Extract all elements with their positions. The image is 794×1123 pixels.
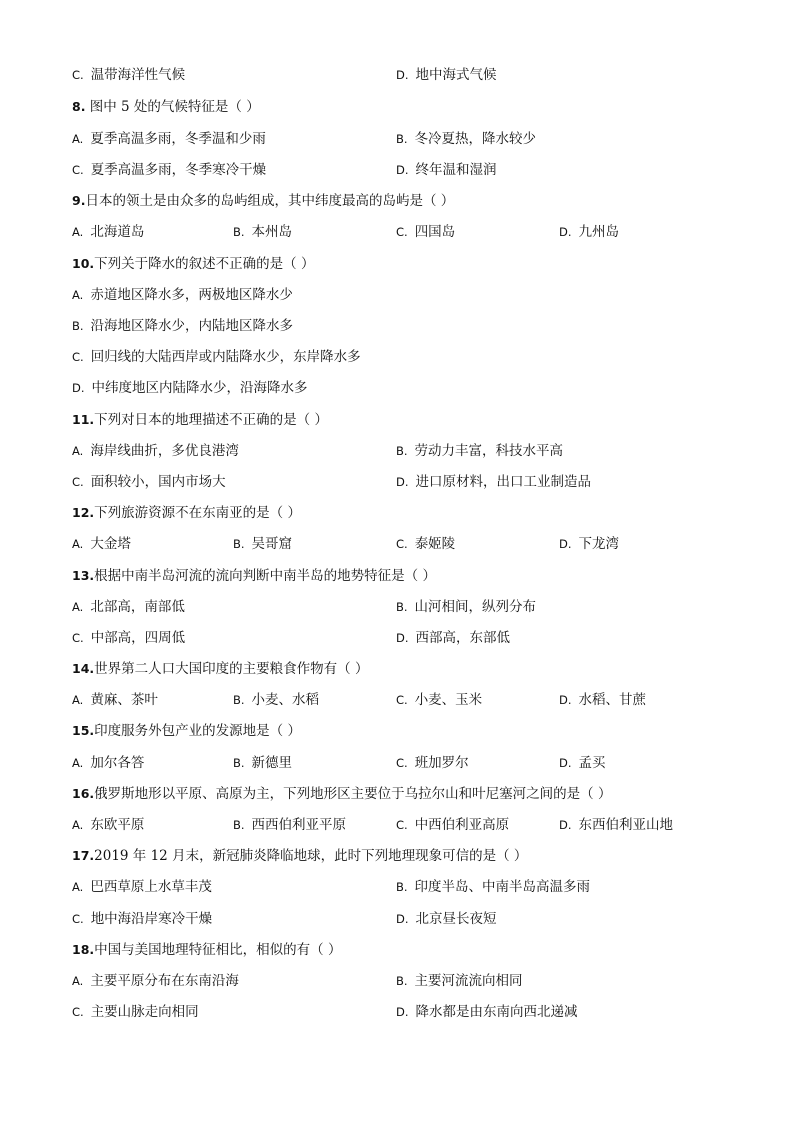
- option-c: C. 四国岛: [396, 224, 456, 240]
- option-row: [72, 221, 732, 243]
- option-row: [72, 346, 732, 368]
- option-d: D. 孟买: [559, 755, 606, 771]
- option-row: [72, 315, 732, 337]
- option-b: B. 劳动力丰富，科技水平高: [396, 443, 564, 459]
- option-row: [72, 689, 732, 711]
- option-d: D. 降水都是由东南向西北递减: [396, 1004, 578, 1020]
- option-a: A. 主要平原分布在东南沿海: [72, 973, 239, 989]
- option-a: A. 东欧平原: [72, 817, 145, 833]
- option-d: D. 下龙湾: [559, 536, 620, 552]
- question-stem: 17.2019 年 12 月末，新冠肺炎降临地球，此时下列地理现象可信的是（ ）: [72, 848, 528, 864]
- option-a: A. 北海道岛: [72, 224, 145, 240]
- option-row: [72, 377, 732, 399]
- option-d: D. 东西伯利亚山地: [559, 817, 674, 833]
- option-row: [72, 1001, 732, 1023]
- option-a: A. 巴西草原上水草丰茂: [72, 879, 212, 895]
- option-d: D. 地中海式气候: [396, 67, 497, 83]
- option-b: B. 小麦、水稻: [233, 692, 320, 708]
- question-stem: 9.日本的领土是由众多的岛屿组成，其中纬度最高的岛屿是（ ）: [72, 193, 455, 209]
- option-row: [72, 471, 732, 493]
- option-c: C. 主要山脉走向相同: [72, 1004, 199, 1020]
- option-row: [72, 440, 732, 462]
- option-c: C. 回归线的大陆西岸或内陆降水少，东岸降水多: [72, 349, 361, 365]
- option-d: D. 终年温和湿润: [396, 162, 497, 178]
- option-a: A. 赤道地区降水多，两极地区降水少: [72, 287, 293, 303]
- option-b: B. 吴哥窟: [233, 536, 293, 552]
- option-d: D. 水稻、甘蔗: [559, 692, 647, 708]
- question-stem: 14.世界第二人口大国印度的主要粮食作物有（ ）: [72, 661, 369, 677]
- option-row: [72, 596, 732, 618]
- option-a: A. 北部高，南部低: [72, 599, 185, 615]
- option-b: B. 冬冷夏热，降水较少: [396, 131, 537, 147]
- option-row: [72, 64, 732, 86]
- option-b: B. 西西伯利亚平原: [233, 817, 347, 833]
- option-c: C. 中部高，四周低: [72, 630, 186, 646]
- option-d: D. 中纬度地区内陆降水少，沿海降水多: [72, 380, 308, 396]
- option-c: C. 面积较小，国内市场大: [72, 474, 226, 490]
- option-c: C. 温带海洋性气候: [72, 67, 186, 83]
- option-row: [72, 970, 732, 992]
- option-row: [72, 814, 732, 836]
- option-a: A. 黄麻、茶叶: [72, 692, 158, 708]
- option-row: [72, 908, 732, 930]
- option-b: B. 印度半岛、中南半岛高温多雨: [396, 879, 591, 895]
- option-row: [72, 128, 732, 150]
- question-stem: 10.下列关于降水的叙述不正确的是（ ）: [72, 256, 315, 272]
- question-stem: 8. 图中 5 处的气候特征是（ ）: [72, 99, 260, 115]
- option-row: [72, 752, 732, 774]
- question-stem: 18.中国与美国地理特征相比，相似的有（ ）: [72, 942, 342, 958]
- option-b: B. 沿海地区降水少，内陆地区降水多: [72, 318, 294, 334]
- option-d: D. 西部高，东部低: [396, 630, 511, 646]
- option-c: C. 地中海沿岸寒冷干燥: [72, 911, 213, 927]
- option-row: [72, 627, 732, 649]
- option-d: D. 进口原材料，出口工业制造品: [396, 474, 592, 490]
- option-c: C. 泰姬陵: [396, 536, 456, 552]
- question-stem: 11.下列对日本的地理描述不正确的是（ ）: [72, 412, 328, 428]
- option-c: C. 班加罗尔: [396, 755, 469, 771]
- option-b: B. 本州岛: [233, 224, 293, 240]
- question-stem: 13.根据中南半岛河流的流向判断中南半岛的地势特征是（ ）: [72, 568, 436, 584]
- option-c: C. 中西伯利亚高原: [396, 817, 510, 833]
- option-row: [72, 876, 732, 898]
- option-a: A. 夏季高温多雨，冬季温和少雨: [72, 131, 266, 147]
- option-b: B. 新德里: [233, 755, 293, 771]
- option-a: A. 加尔各答: [72, 755, 145, 771]
- question-stem: 16.俄罗斯地形以平原、高原为主，下列地形区主要位于乌拉尔山和叶尼塞河之间的是（ ）: [72, 786, 612, 802]
- option-c: C. 夏季高温多雨，冬季寒冷干燥: [72, 162, 267, 178]
- option-row: [72, 533, 732, 555]
- option-row: [72, 159, 732, 181]
- question-stem: 12.下列旅游资源不在东南亚的是（ ）: [72, 505, 301, 521]
- option-b: B. 主要河流流向相同: [396, 973, 523, 989]
- option-a: A. 大金塔: [72, 536, 131, 552]
- option-c: C. 小麦、玉米: [396, 692, 483, 708]
- question-stem: 15.印度服务外包产业的发源地是（ ）: [72, 723, 301, 739]
- option-row: [72, 284, 732, 306]
- option-b: B. 山河相间，纵列分布: [396, 599, 537, 615]
- option-d: D. 北京昼长夜短: [396, 911, 497, 927]
- option-d: D. 九州岛: [559, 224, 620, 240]
- option-a: A. 海岸线曲折，多优良港湾: [72, 443, 239, 459]
